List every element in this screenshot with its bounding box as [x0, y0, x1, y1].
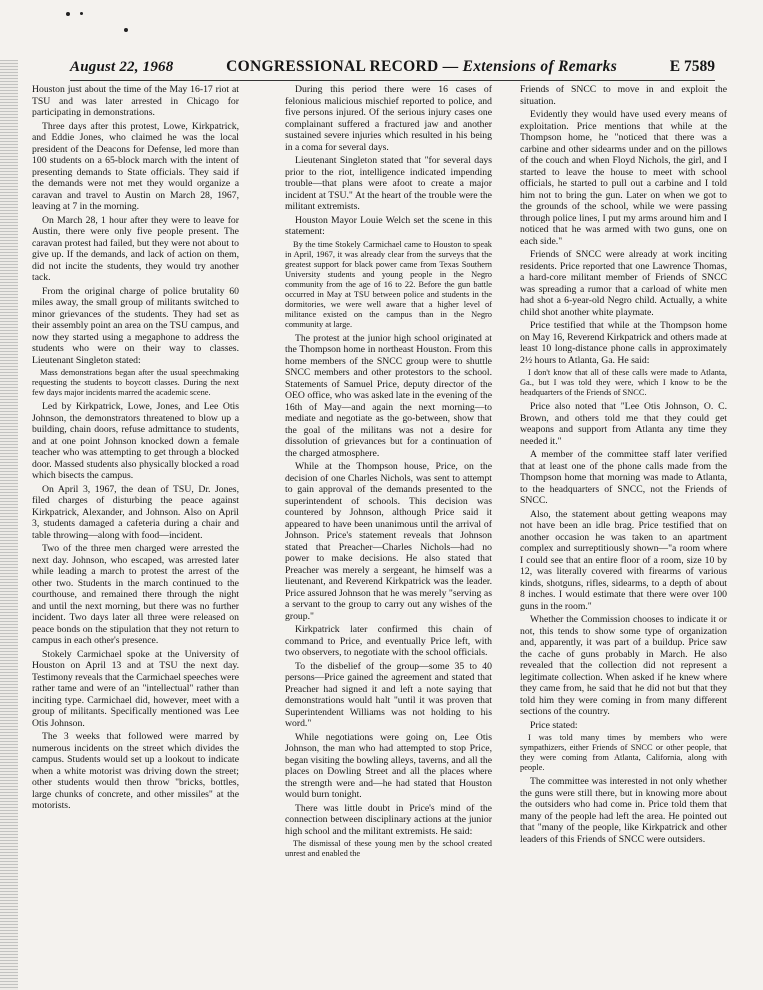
page-header	[70, 58, 715, 80]
text-column-1	[32, 84, 239, 984]
header-date: August 22, 1968	[70, 59, 174, 75]
paragraph: Whether the Commission chooses to indicate it or not, this tends to show some type of organization and, apparently, it was part of a buildup. Price saw the cache of guns probably in March. He also revealed that the collection did not represent a legitimate collection. When asked if he knew where they came from, he said that he did not but that they told him they were coming in from many different sections of the country.	[520, 614, 727, 717]
paragraph: Kirkpatrick later confirmed this chain of command to Price, and eventually Price left, with two observers, to negotiate with the school officials.	[285, 624, 492, 658]
paragraph: Stokely Carmichael spoke at the University of Houston on April 13 and at TSU the next day. Testimony reveals that the Carmichael speeches were rather tame and were of an "intellectual" rather than inciting type. Carmichael did, however, meet with a group of militants. Specifically mentioned was Lee Otis Johnson.	[32, 648, 239, 729]
paragraph: Lieutenant Singleton stated that "for several days prior to the riot, intelligence indicated impending trouble—that plans were afoot to create a major incident at TSU." At the heart of the trouble were the militant extremists.	[285, 155, 492, 212]
header-separator: —	[438, 58, 463, 75]
text-column-2	[285, 84, 492, 984]
paragraph: The protest at the junior high school originated at the Thompson home in northeast Houston. From this home members of the SNCC group were to shuttle SNCC members and other protestors to the school. Statements of Samuel Price, deputy director of the OEO office, who was asked late in the evening of the 16th of May—and again the next morning—to mediate and negotiate as the go-between, show that the goal of the militans was not a desire for dissolution of grievances but for a continuation of the charged atmosphere.	[285, 332, 492, 459]
paragraph: From the original charge of police brutality 60 miles away, the small group of militants switched to minor grievances of the students. They had set as their assembly point an area on the TSU campus, and now they started using a megaphone to address the students who were on their way to classes. Lieutenant Singleton stated:	[32, 285, 239, 366]
block-quote: Mass demonstrations began after the usual speechmaking requesting the students to boycott classes. During the next few days major incidents marred the academic scene.	[32, 368, 239, 397]
paragraph: Friends of SNCC were already at work inciting residents. Price reported that one Lawrence Thomas, a hard-core militant member of Friends of SNCC was spreading a rumor that a carload of white men had shot a 6-year-old Negro child. Actually, a white child shot another white playmate.	[520, 249, 727, 318]
section-name: Extensions of Remarks	[462, 58, 618, 75]
page-number: E 7589	[669, 58, 715, 75]
header-title	[226, 58, 617, 76]
paragraph: Led by Kirkpatrick, Lowe, Jones, and Lee Otis Johnson, the demonstrators threatened to blow up a building, chain doors, refuse admittance to students, and at one point Johnson knocked down a female teacher who was attempting to get through a blocked door. Massed students also physically blocked a road which bisects the campus.	[32, 401, 239, 481]
paragraph: The committee was interested in not only whether the guns were still there, but in knowing more about the outsiders who had come in. Price told them that many of the people had left the area. He pointed out that "many of the people, like Kirkpatrick and other leaders of this Friends of SNCC were outsiders.	[520, 776, 727, 845]
header-rule	[70, 80, 715, 81]
paragraph: While at the Thompson house, Price, on the decision of one Charles Nichols, was sent to attempt to gain approval of the demands presented to the superintendent of schools. This decision was countered by Johnson, although Price said it appeared to have been unanimous until the arrival of Johnson. Price's statement reveals that Johnson stated that Preacher—Charles Nichols—had no power to make decisions. He also stated that Preacher was merely a sergeant, he himself was a lieutenant, and Reverend Kirkpatrick was the leader. Price assured Johnson that he was merely "serving as a servant to the group to carry out any wishes of the group."	[285, 461, 492, 622]
paragraph: To the disbelief of the group—some 35 to 40 persons—Price gained the agreement and stated that Preacher had signed it and left a note saying that demonstrations would halt "until it was proven that Superintendent Williams was not holding to his word."	[285, 660, 492, 729]
paragraph: Three days after this protest, Lowe, Kirkpatrick, and Eddie Jones, who claimed he was the local president of the Deacons for Defense, led more than 100 students on a 65-block march with the intent of presenting demands to State officials. They said if the demands were not met they would organize a caravan and travel to Austin on March 28, 1967, leaving at 7 in the morning.	[32, 120, 239, 212]
paragraph: On March 28, 1 hour after they were to leave for Austin, there were only five people present. The caravan protest had failed, but they were not about to give up. If the demands, and lack of action on them, did not incite the students, they would try another tack.	[32, 214, 239, 283]
paragraph: Evidently they would have used every means of exploitation. Price mentions that while at the Thompson home, he "noticed that there was a carbine and other sidearms under and on the pillows of the couch and when Floyd Nichols, the girl, and I started to leave the house to meet with school officials, he started to pull out a carbine and I told him not to bring the gun. Later on when we got to the grounds of the school, while we were passing through police lines, I put my arms around him and I noticed that he was armed with two guns, one on each side."	[520, 109, 727, 247]
paragraph: Houston Mayor Louie Welch set the scene in this statement:	[285, 214, 492, 237]
paragraph: Houston just about the time of the May 16-17 riot at TSU and was later arrested in Chicago for participating in demonstrations.	[32, 84, 239, 118]
block-quote: I don't know that all of these calls were made to Atlanta, Ga., but I was told they were, which I know to be the headquarters of the Friends of SNCC.	[520, 368, 727, 397]
scan-speck	[124, 28, 128, 32]
paragraph: Price stated:	[530, 719, 578, 731]
block-quote: I was told many times by members who were sympathizers, either Friends of SNCC or other people, that they were coming from Atlanta, California, along with people.	[520, 733, 727, 772]
block-quote: By the time Stokely Carmichael came to Houston to speak in April, 1967, it was already clear from the surveys that the greatest support for black power came from Texas Southern University students and young people in the Negro community from the age of 16 to 22. Before the gun battle occurred in May at TSU between police and students in the dormitories, we were well aware that a higher level of militance existed on the campus than in the Negro community at large.	[285, 239, 492, 329]
text-column-3	[520, 84, 727, 984]
scan-binding-edge	[0, 60, 18, 990]
scan-speck	[66, 12, 70, 16]
paragraph: Price testified that while at the Thompson home on May 16, Reverend Kirkpatrick and others made at least 10 long-distance phone calls in approximately 2½ hours to Atlanta, Ga. He said:	[520, 320, 727, 366]
publication-name: CONGRESSIONAL RECORD	[226, 58, 439, 75]
paragraph: There was little doubt in Price's mind of the connection between disciplinary actions at the junior high school and the militant extremists. He said:	[285, 802, 492, 837]
paragraph: On April 3, 1967, the dean of TSU, Dr. Jones, filed charges of disturbing the peace against Kirkpatrick, Alexander, and Johnson. Also on April 3, students damaged a cafeteria during a chair and table throwing—along with food—incident.	[32, 483, 239, 541]
paragraph: While negotiations were going on, Lee Otis Johnson, the man who had attempted to stop Price, began visiting the bowling alleys, taverns, and all the places on Dowling Street and all the places where the strength were and—he had stated that Houston would burn tonight.	[285, 731, 492, 800]
paragraph: Two of the three men charged were arrested the next day. Johnson, who escaped, was arrested later while leading a march to protest the arrest of the other two. Students in the march continued to the courthouse, and remained there through the night and until the next morning, but there was no further incident. Two days later all three were released on peace bonds on the stipulation that they not return to campus in each other's presence.	[32, 543, 239, 646]
scan-speck	[80, 12, 83, 15]
paragraph: The 3 weeks that followed were marred by numerous incidents on the street which divides the campus. Students would set up a lookout to indicate when a white motorist was driving down the street; other students would then throw "bricks, bottles, large chunks of concrete, and other missiles" at the motorists.	[32, 731, 239, 811]
block-quote: The dismissal of these young men by the school created unrest and enabled the	[285, 839, 492, 858]
paragraph: Also, the statement about getting weapons may not have been an idle brag. Price testified that on another occasion he was taken to an apartment complex and surreptitiously shown—"a room where I could see that an entire floor of a room, size 10 by 12, was literally covered with firearms of various kinds, shotguns, rifles, sidearms, to a depth of about 8 inches. I would estimate that there were over 100 guns in the room."	[520, 508, 727, 612]
paragraph: During this period there were 16 cases of felonious malicious mischief reported to police, and five persons injured. Of the serious injury cases one complainant suffered a fractured jaw and another sustained severe injuries which resulted in his being in a coma for several days.	[285, 84, 492, 153]
paragraph: Friends of SNCC to move in and exploit the situation.	[520, 84, 727, 107]
paragraph: Price also noted that "Lee Otis Johnson, O. C. Brown, and others told me that they could get weapons and support from Atlanta any time they needed it."	[520, 401, 727, 447]
paragraph: A member of the committee staff later verified that at least one of the phone calls made from the Thompson home that morning was made to Atlanta, to the headquarters of SNCC, not the Friends of SNCC.	[520, 449, 727, 506]
